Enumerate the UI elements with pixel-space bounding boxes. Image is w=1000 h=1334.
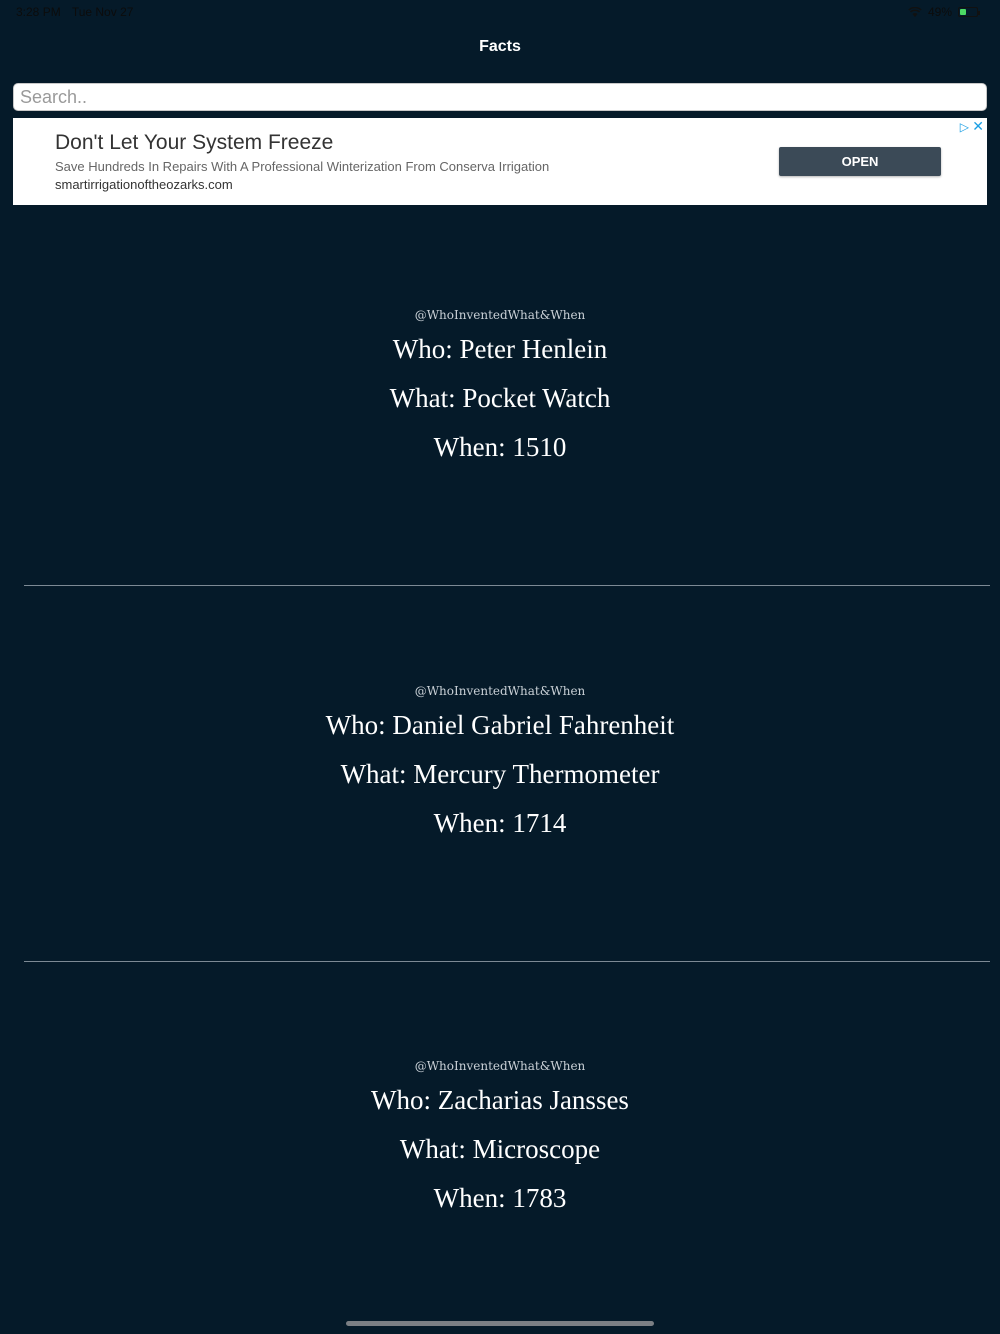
fact-handle: @WhoInventedWhat&When (414, 684, 586, 698)
status-date: Tue Nov 27 (71, 5, 134, 19)
search-bar[interactable] (13, 83, 987, 111)
fact-when: When: 1714 (433, 808, 567, 838)
close-icon[interactable]: ✕ (972, 118, 984, 134)
page-title: Facts (479, 38, 521, 55)
fact-card[interactable] (0, 681, 1000, 848)
fact-what: What: Mercury Thermometer (340, 759, 660, 789)
home-indicator[interactable] (346, 1321, 654, 1326)
fact-who: Who: Zacharias Jansses (371, 1085, 629, 1115)
fact-handle: @WhoInventedWhat&When (414, 1059, 586, 1073)
search-input[interactable] (14, 84, 986, 110)
fact-handle: @WhoInventedWhat&When (414, 308, 586, 322)
status-left (16, 5, 141, 19)
fact-when: When: 1783 (433, 1183, 567, 1213)
battery-percent: 49% (927, 5, 952, 19)
status-time: 3:28 PM (16, 5, 61, 19)
ad-headline[interactable]: Don't Let Your System Freeze (55, 131, 334, 154)
status-right (908, 5, 978, 19)
ad-open-button[interactable]: OPEN (779, 147, 941, 176)
ad-banner[interactable] (13, 118, 987, 205)
wifi-icon (908, 7, 922, 17)
fact-card[interactable] (0, 1056, 1000, 1223)
fact-when: When: 1510 (433, 432, 567, 462)
ad-url[interactable]: smartirrigationoftheozarks.com (55, 177, 233, 192)
fact-what: What: Microscope (399, 1134, 601, 1164)
fact-who: Who: Daniel Gabriel Fahrenheit (325, 710, 675, 740)
fact-card[interactable] (0, 305, 1000, 472)
divider (24, 585, 990, 586)
ad-body: Save Hundreds In Repairs With A Professional Winterization From Conserva Irrigation (55, 159, 550, 174)
status-bar (0, 0, 1000, 24)
fact-who: Who: Peter Henlein (392, 334, 608, 364)
divider (24, 961, 990, 962)
battery-icon (958, 7, 978, 17)
adchoices-icon[interactable]: ▷ (959, 120, 969, 134)
fact-what: What: Pocket Watch (389, 383, 611, 413)
